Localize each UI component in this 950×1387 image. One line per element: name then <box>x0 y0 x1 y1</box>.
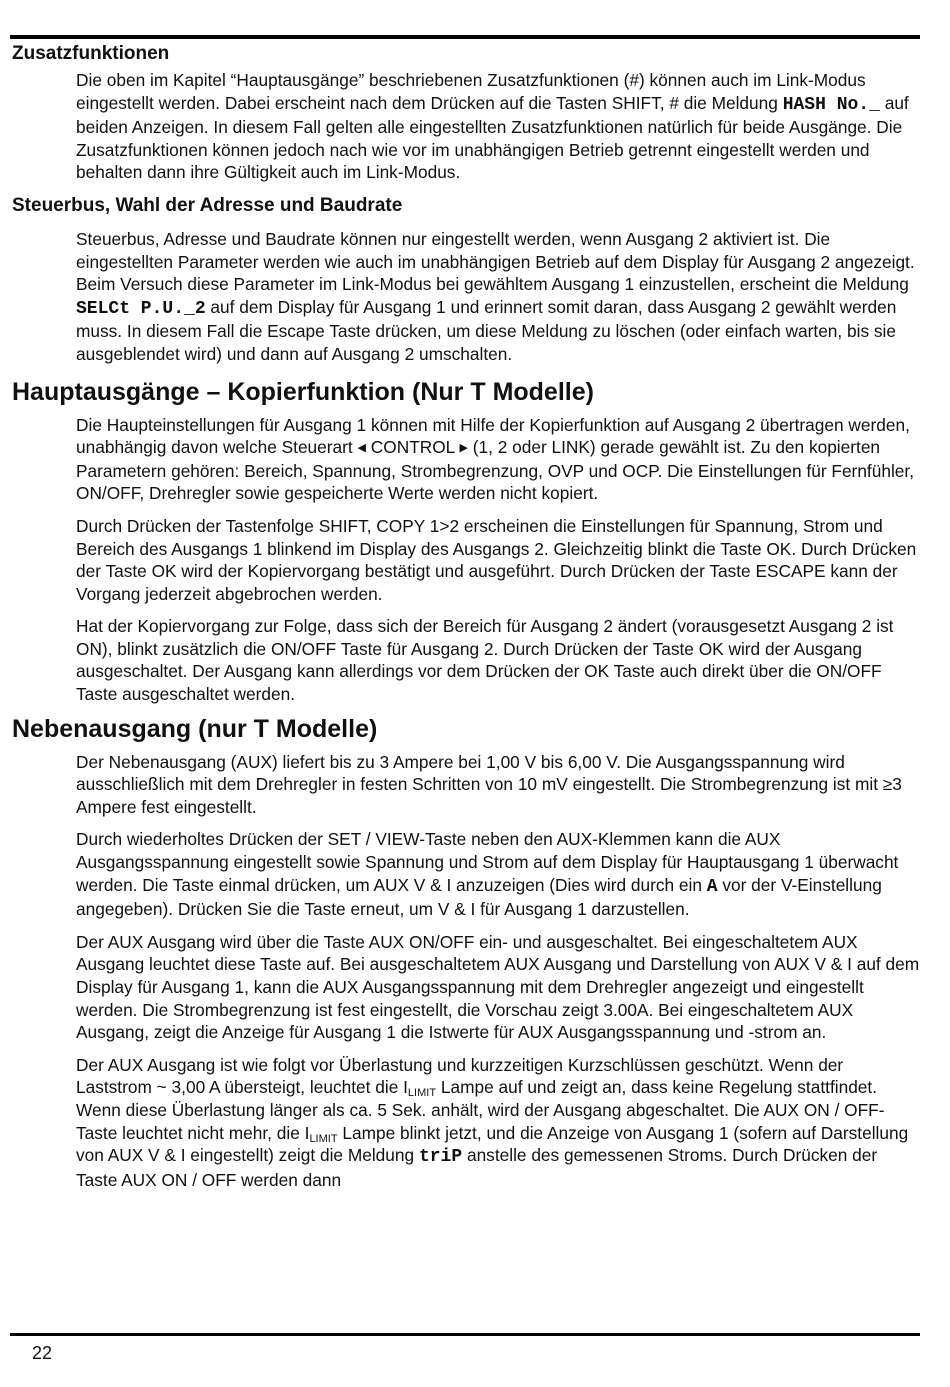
heading-nebenausgang: Nebenausgang (nur T Modelle) <box>12 714 378 743</box>
top-rule <box>10 35 920 39</box>
lcd-indicator-a: A <box>706 876 718 897</box>
page-content <box>12 42 920 1201</box>
page-number: 22 <box>32 1343 53 1363</box>
control-label: ◀ CONTROL ▶ <box>357 437 468 458</box>
heading-zusatzfunktionen: Zusatzfunktionen <box>12 43 170 64</box>
paragraph-zusatz-1: Die oben im Kapitel “Hauptausgänge” beschriebenen Zusatzfunktionen (#) können auch im Link-Modus eingestellt werden. Dabei erscheint nach dem Drücken auf die Tasten SHIFT, # die Meldung HASH No._ auf beiden Anzeigen. In diesem Fall gelten alle eingestellten Zusatzfunktionen natürlich für beide Ausgänge. Die Zusatzfunktionen können jedoch nach wie vor im unabhängigen Betrieb getrennt eingestellt werden und behalten dann ihre Gültigkeit auch im Link-Modus. <box>76 70 909 183</box>
paragraph-neben-2: Durch wiederholtes Drücken der SET / VIEW-Taste neben den AUX-Klemmen kann die AUX Ausgangsspannung eingestellt sowie Spannung und Strom auf dem Display für Hauptausgang 1 überwacht werden. Die Taste einmal drücken, um AUX V & I anzuzeigen (Dies wird durch ein A vor der V-Einstellung angegeben). Drücken Sie die Taste erneut, um V & I für Ausgang 1 darzustellen. <box>76 829 899 920</box>
paragraph-neben-3: Der AUX Ausgang wird über die Taste AUX ON/OFF ein- und ausgeschaltet. Bei eingeschaltetem AUX Ausgang leuchtet diese Taste auf. Bei ausgeschaltetem AUX Ausgang und Darstellung von AUX V & I auf dem Display für Ausgang 1, kann die AUX Ausgangsspannung mit dem Drehregler angezeigt und eingestellt werden. Die Strombegrenzung ist fest eingestellt, die Vorschau zeigt 3.00A. Bei eingeschaltetem AUX Ausgang, zeigt die Anzeige für Ausgang 1 die Istwerte für AUX Ausgangsspannung und -strom an. <box>76 931 920 1043</box>
paragraph-neben-4: Der AUX Ausgang ist wie folgt vor Überlastung und kurzzeitigen Kurzschlüssen geschützt. Wenn der Laststrom ~ 3,00 A übersteigt, leuchtet die $I_{LIMIT}$ Lampe auf und zeigt an, dass keine Regelung stattfindet. Wenn diese Überlastung länger als ca. 5 Sek. anhält, wird der Ausgang abgeschaltet. Die AUX ON / OFF-Taste leuchtet nicht mehr, die $I_{LIMIT}$ Lampe blinkt jetzt, und die Anzeige von Ausgang 1 (sofern auf Darstellung von AUX V & I eingestellt) zeigt die Meldung triP anstelle des gemessenen Stroms. Durch Drücken der Taste AUX ON / OFF werden dann <box>76 1054 909 1190</box>
paragraph-neben-1: Der Nebenausgang (AUX) liefert bis zu 3 Ampere bei 1,00 V bis 6,00 V. Die Ausgangsspannung wird ausschließlich mit dem Drehregler in festen Schritten von 10 mV eingestellt. Die Strombegrenzung ist mit ≥3 Ampere fest eingestellt. <box>76 751 902 817</box>
lcd-message-hash: HASH No._ <box>782 94 880 115</box>
bottom-rule <box>10 1333 920 1336</box>
lcd-message-trip: triP <box>418 1147 463 1168</box>
ilimit-label: $I_{LIMIT}$ <box>403 1077 437 1100</box>
paragraph-steuerbus-1: Steuerbus, Adresse und Baudrate können nur eingestellt werden, wenn Ausgang 2 aktiviert ist. Die eingestellten Parameter werden wie auch im unabhängigen Betrieb auf dem Display für Ausgang 2 angezeigt. Beim Versuch diese Parameter im Link-Modus bei gewähltem Ausgang 1 einzustellen, erscheint die Meldung SELCt P.U._2 auf dem Display für Ausgang 1 und erinnert somit daran, dass Ausgang 2 gewählt werden muss. In diesem Fall die Escape Taste drücken, um diese Meldung zu löschen (oder einfach warten, bis sie ausgeblendet wird) und dann auf Ausgang 2 umschalten. <box>76 228 915 364</box>
heading-kopierfunktion: Hauptausgänge – Kopierfunktion (Nur T Modelle) <box>12 377 594 406</box>
ilimit-label-2: $I_{LIMIT}$ <box>304 1122 338 1145</box>
paragraph-kopier-2: Durch Drücken der Tastenfolge SHIFT, COPY 1>2 erscheinen die Einstellungen für Spannung, Strom und Bereich des Ausgangs 1 blinkend im Display des Ausgangs 2. Gleichzeitig blinkt die Taste OK. Durch Drücken der Taste OK wird der Kopiervorgang bestätigt und ausgeführt. Durch Drücken der Taste ESCAPE kann der Vorgang jederzeit abgebrochen werden. <box>76 515 917 604</box>
paragraph-kopier-3: Hat der Kopiervorgang zur Folge, dass sich der Bereich für Ausgang 2 ändert (vorausgesetzt Ausgang 2 ist ON), blinkt zusätzlich die ON/OFF Taste für Ausgang 2. Durch Drücken der Taste OK wird der Ausgang ausgeschaltet. Der Ausgang kann allerdings vor dem Drücken der OK Taste auch direkt über die ON/OFF Taste ausgeschaltet werden. <box>76 616 894 705</box>
paragraph-kopier-1: Die Haupteinstellungen für Ausgang 1 können mit Hilfe der Kopierfunktion auf Ausgang 2 übertragen werden, unabhängig davon welche Steuerart ◀ CONTROL ▶ (1, 2 oder LINK) gerade gewählt ist. Zu den kopierten Parametern gehören: Bereich, Spannung, Strombegrenzung, OVP und OCP. Die Einstellungen für Fernfühler, ON/OFF, Drehregler sowie gespeicherte Werte werden nicht kopiert. <box>76 414 915 504</box>
heading-steuerbus: Steuerbus, Wahl der Adresse und Baudrate <box>12 194 403 216</box>
triangle-left-icon: ◀ <box>357 442 366 455</box>
lcd-message-select: SELCt P.U._2 <box>76 298 206 319</box>
triangle-right-icon: ▶ <box>459 442 468 455</box>
